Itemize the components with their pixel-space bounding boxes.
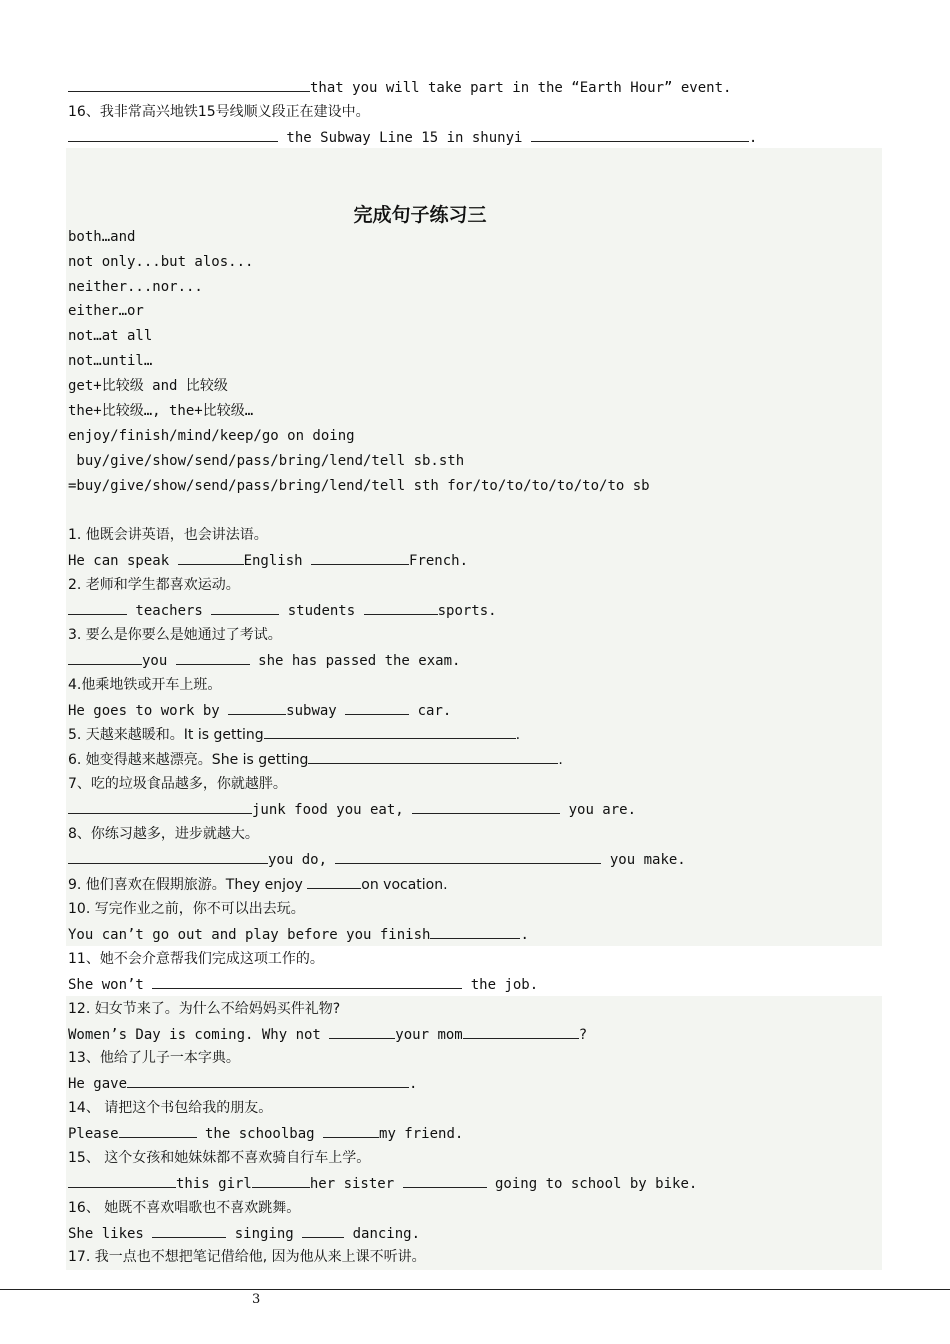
question-4-en: He goes to work by subway car. [68, 703, 452, 719]
question-1-en: He can speak English French. [68, 553, 469, 569]
pattern-item: not…at all [68, 328, 153, 344]
question-3-en: you she has passed the exam. [68, 651, 460, 670]
question-11-cn: 11、她不会介意帮我们完成这项工作的。 [68, 951, 324, 967]
answer-blank[interactable] [68, 128, 278, 142]
answer-blank[interactable] [152, 1224, 226, 1238]
question-8-cn: 8、你练习越多，进步就越大。 [68, 826, 259, 842]
pattern-item: both…and [68, 229, 136, 245]
answer-blank[interactable] [329, 1025, 395, 1039]
answer-blank[interactable] [68, 601, 127, 615]
pattern-item: not only...but alos... [68, 254, 254, 270]
answer-blank[interactable] [68, 651, 142, 665]
answer-blank[interactable] [364, 601, 438, 615]
question-6: 6. 她变得越来越漂亮。She is getting . [68, 752, 563, 768]
answer-blank[interactable] [323, 1124, 379, 1138]
question-12-en: Women’s Day is coming. Why not your mom ? [68, 1027, 588, 1043]
answer-blank[interactable] [119, 1124, 197, 1138]
question-7-en: junk food you eat, you are. [68, 800, 636, 819]
answer-blank[interactable] [68, 850, 268, 864]
answer-blank[interactable] [307, 875, 361, 889]
answer-blank[interactable] [430, 925, 520, 939]
page-number: 3 [252, 1292, 261, 1307]
question-10-cn: 10. 写完作业之前，你不可以出去玩。 [68, 901, 305, 917]
question-15-cn: 15、 这个女孩和她妹妹都不喜欢骑自行车上学。 [68, 1150, 371, 1166]
question-3-cn: 3. 要么是你要么是她通过了考试。 [68, 627, 282, 643]
question-11-en: She won’t the job. [68, 977, 539, 993]
answer-blank[interactable] [127, 1074, 409, 1088]
pattern-item: either…or [68, 303, 144, 319]
answer-blank[interactable] [68, 1174, 176, 1188]
pattern-item: enjoy/finish/mind/keep/go on doing [68, 428, 355, 444]
pattern-item: =buy/give/show/send/pass/bring/lend/tell sth for/to/to/to/to/to/to sb [68, 478, 650, 494]
question-4-cn: 4.他乘地铁或开车上班。 [68, 677, 222, 693]
answer-blank[interactable] [264, 725, 516, 739]
question-15-en: this girl her sister going to school by bike. [68, 1174, 697, 1193]
answer-blank[interactable] [311, 551, 409, 565]
answer-blank[interactable] [403, 1174, 487, 1188]
answer-blank[interactable] [176, 651, 250, 665]
answer-blank[interactable] [152, 975, 462, 989]
question-8-en: you do, you make. [68, 850, 686, 869]
question-14-cn: 14、 请把这个书包给我的朋友。 [68, 1100, 273, 1116]
question-17-cn: 17. 我一点也不想把笔记借给他, 因为他从来上课不听讲。 [68, 1249, 426, 1265]
question-1-cn: 1. 他既会讲英语，也会讲法语。 [68, 527, 268, 543]
question-16-cn: 16、 她既不喜欢唱歌也不喜欢跳舞。 [68, 1200, 301, 1216]
answer-blank[interactable] [252, 1174, 310, 1188]
answer-blank[interactable] [178, 551, 244, 565]
question-5: 5. 天越来越暖和。It is getting . [68, 727, 521, 743]
pattern-item: buy/give/show/send/pass/bring/lend/tell sb.sth [68, 453, 465, 469]
pattern-item: get+比较级 and 比较级 [68, 378, 228, 394]
question-14-en: Please the schoolbag my friend. [68, 1126, 464, 1142]
question-2-cn: 2. 老师和学生都喜欢运动。 [68, 577, 240, 593]
pattern-item: neither...nor... [68, 279, 203, 295]
answer-blank[interactable] [68, 800, 252, 814]
question-16-en: She likes singing dancing. [68, 1226, 421, 1242]
page-title: 完成句子练习三 [353, 204, 487, 226]
prev-question-line: that you will take part in the “Earth Hour” event. [68, 78, 731, 97]
question-13-en: He gave . [68, 1076, 418, 1092]
answer-blank[interactable] [228, 701, 286, 715]
answer-blank[interactable] [531, 128, 749, 142]
pattern-item: not…until… [68, 353, 153, 369]
answer-blank[interactable] [302, 1224, 344, 1238]
answer-blank[interactable] [211, 601, 279, 615]
question-12-cn: 12. 妇女节来了。为什么不给妈妈买件礼物? [68, 1001, 341, 1017]
question-7-cn: 7、吃的垃圾食品越多，你就越胖。 [68, 776, 287, 792]
answer-blank[interactable] [345, 701, 409, 715]
pattern-item: the+比较级…, the+比较级… [68, 403, 254, 419]
prev-question-16-en: the Subway Line 15 in shunyi . [68, 128, 757, 147]
question-9: 9. 他们喜欢在假期旅游。They enjoy on vocation. [68, 877, 448, 893]
answer-blank[interactable] [335, 850, 601, 864]
question-10-en: You can’t go out and play before you finish . [68, 927, 529, 943]
question-13-cn: 13、他给了儿子一本字典。 [68, 1050, 240, 1066]
footer-divider [0, 1289, 950, 1290]
answer-blank[interactable] [308, 750, 558, 764]
question-2-en: teachers students sports. [68, 601, 497, 620]
answer-blank[interactable] [463, 1025, 579, 1039]
answer-blank[interactable] [412, 800, 560, 814]
prev-question-16-cn: 16、我非常高兴地铁15号线顺义段正在建设中。 [68, 104, 370, 120]
answer-blank[interactable] [68, 78, 310, 92]
